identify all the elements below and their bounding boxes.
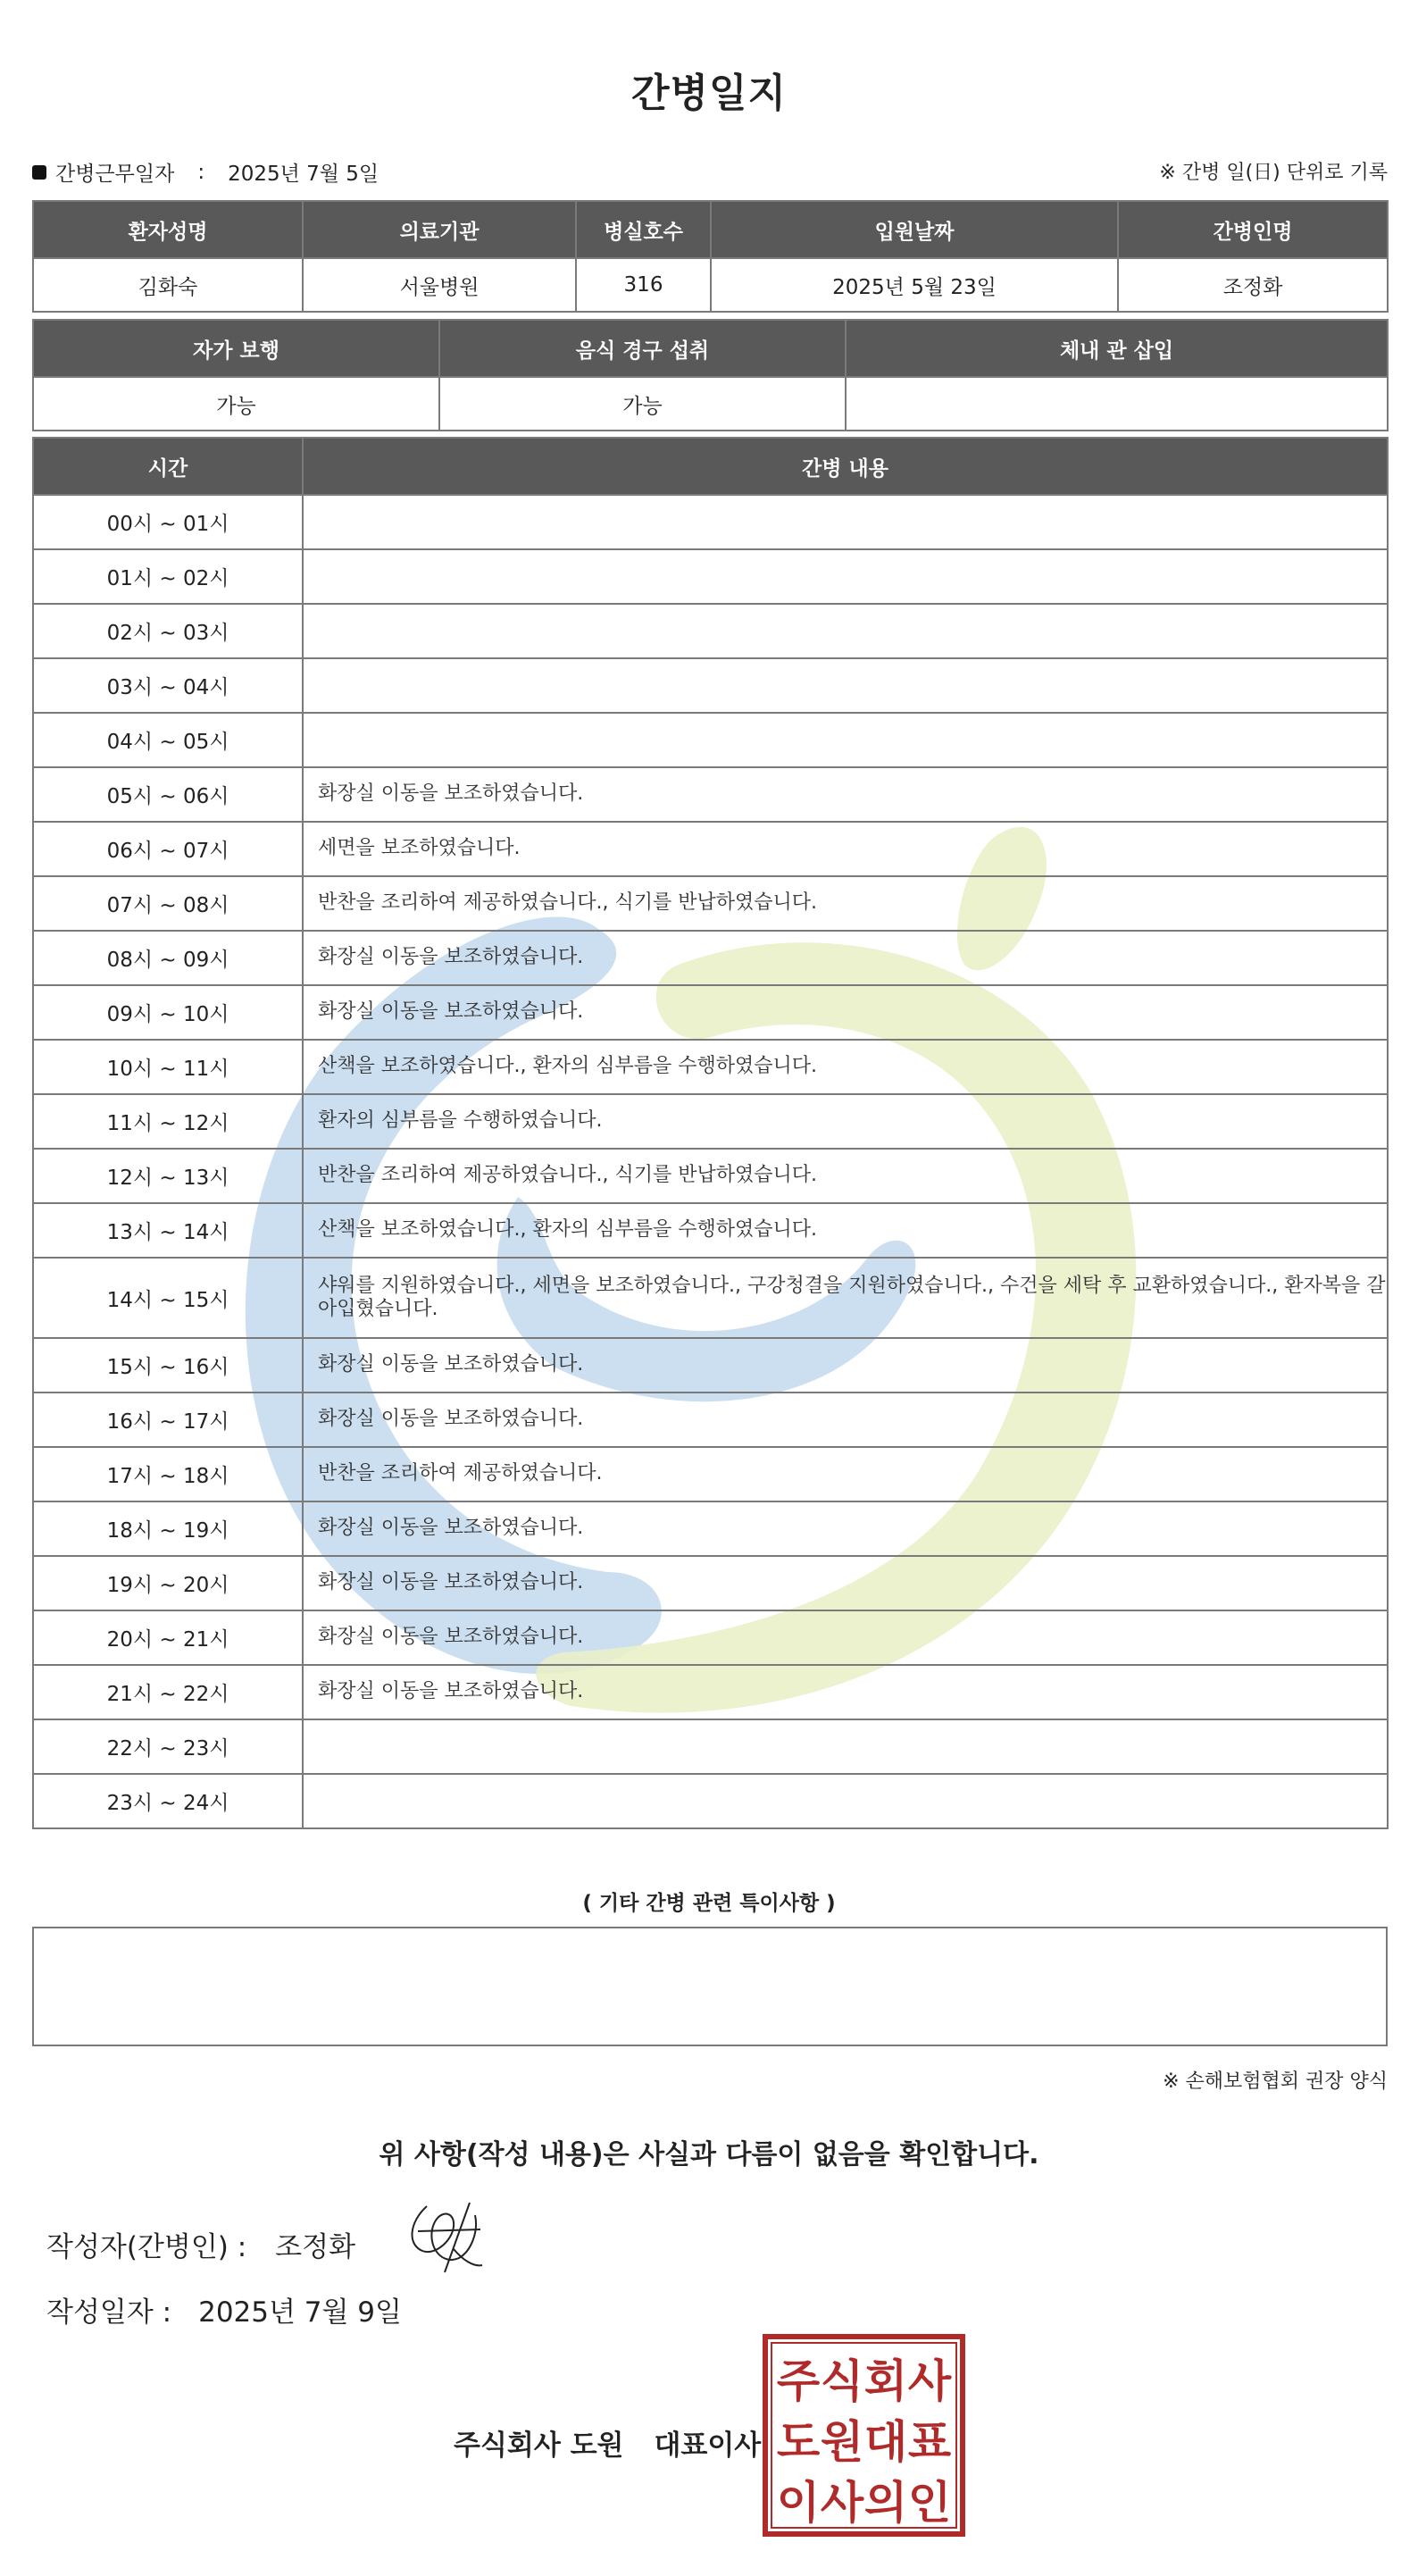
caregiver-header: 간병인명: [1118, 201, 1388, 258]
log-row: [33, 985, 1388, 1040]
confirmation-statement: 위 사항(작성 내용)은 사실과 다름이 없음을 확인합니다.: [379, 2139, 1039, 2170]
patient-name: 김화숙: [33, 258, 303, 312]
log-row: [33, 1258, 1388, 1338]
log-time: 10시 ~ 11시: [33, 1040, 303, 1094]
log-content: 화장실 이동을 보조하였습니다.: [303, 1665, 1388, 1719]
company-seal: [763, 2334, 965, 2537]
log-content: 반찬을 조리하여 제공하였습니다.: [303, 1447, 1388, 1501]
log-row: [33, 1610, 1388, 1665]
log-content: 샤워를 지원하였습니다., 세면을 보조하였습니다., 구강청결을 지원하였습니다., 수건을 세탁 후 교환하였습니다., 환자복을 갈아입혔습니다.: [303, 1258, 1388, 1338]
page-title: 간병일지: [630, 71, 787, 116]
log-row: [33, 1338, 1388, 1393]
log-row: [33, 1501, 1388, 1556]
log-content: 반찬을 조리하여 제공하였습니다., 식기를 반납하였습니다.: [303, 1149, 1388, 1203]
log-row: [33, 1719, 1388, 1774]
log-content: 화장실 이동을 보조하였습니다.: [303, 985, 1388, 1040]
log-time: 13시 ~ 14시: [33, 1203, 303, 1258]
log-content: 화장실 이동을 보조하였습니다.: [303, 1393, 1388, 1447]
log-time: 05시 ~ 06시: [33, 767, 303, 822]
log-content: [303, 1719, 1388, 1774]
written-date-value: 2025년 7월 9일: [198, 2296, 402, 2329]
log-time: 14시 ~ 15시: [33, 1258, 303, 1338]
seal-character: 도: [776, 2416, 821, 2468]
writer-name: 조정화: [275, 2231, 356, 2263]
log-time: 01시 ~ 02시: [33, 549, 303, 604]
log-content: [303, 713, 1388, 767]
company-name: 주식회사 도원: [454, 2430, 624, 2462]
log-time: 04시 ~ 05시: [33, 713, 303, 767]
log-time: 08시 ~ 09시: [33, 931, 303, 985]
room-header: 병실호수: [576, 201, 711, 258]
log-row: [33, 1774, 1388, 1828]
log-time: 07시 ~ 08시: [33, 876, 303, 931]
log-row: [33, 1149, 1388, 1203]
signature: [400, 2195, 489, 2278]
log-time: 09시 ~ 10시: [33, 985, 303, 1040]
log-row: [33, 604, 1388, 658]
oral-intake-value: 가능: [439, 377, 846, 431]
status-header-row: [33, 320, 1388, 377]
log-content: [303, 1774, 1388, 1828]
log-row: [33, 1447, 1388, 1501]
status-value-row: [33, 377, 1388, 431]
unit-note: ※ 간병 일(日) 단위로 기록: [1159, 162, 1388, 184]
walking-header: 자가 보행: [33, 320, 439, 377]
log-time: 00시 ~ 01시: [33, 495, 303, 549]
log-content: [303, 604, 1388, 658]
duty-date-value: 2025년 7월 5일: [228, 163, 380, 186]
log-header-row: [33, 438, 1388, 495]
log-time: 02시 ~ 03시: [33, 604, 303, 658]
tube-insertion-value: [846, 377, 1388, 431]
log-time: 03시 ~ 04시: [33, 658, 303, 713]
form-source-note: ※ 손해보험협회 권장 양식: [1163, 2070, 1388, 2093]
seal-character: 이: [776, 2477, 821, 2529]
seal-character: 의: [863, 2477, 908, 2529]
oral-intake-header: 음식 경구 섭취: [439, 320, 846, 377]
room-number: 316: [576, 258, 711, 312]
log-content: 환자의 심부름을 수행하였습니다.: [303, 1094, 1388, 1149]
log-row: [33, 767, 1388, 822]
log-row: [33, 1665, 1388, 1719]
log-row: [33, 1556, 1388, 1610]
seal-character: 표: [907, 2416, 952, 2468]
log-content: [303, 549, 1388, 604]
log-time: 22시 ~ 23시: [33, 1719, 303, 1774]
written-date-label: 작성일자 :: [46, 2296, 172, 2329]
hospital-name: 서울병원: [303, 258, 576, 312]
log-row: [33, 1040, 1388, 1094]
log-time: 18시 ~ 19시: [33, 1501, 303, 1556]
content-header: 간병 내용: [303, 438, 1388, 495]
tube-insertion-header: 체내 관 삽입: [846, 320, 1388, 377]
log-time: 19시 ~ 20시: [33, 1556, 303, 1610]
patient-header-row: [33, 201, 1388, 258]
log-row: [33, 1203, 1388, 1258]
log-content: [303, 495, 1388, 549]
log-row: [33, 713, 1388, 767]
log-time: 15시 ~ 16시: [33, 1338, 303, 1393]
log-time: 11시 ~ 12시: [33, 1094, 303, 1149]
log-time: 12시 ~ 13시: [33, 1149, 303, 1203]
hospital-header: 의료기관: [303, 201, 576, 258]
log-content: 화장실 이동을 보조하였습니다.: [303, 1610, 1388, 1665]
log-row: [33, 822, 1388, 876]
log-row: [33, 549, 1388, 604]
bullet-icon: [32, 165, 46, 180]
log-time: 23시 ~ 24시: [33, 1774, 303, 1828]
log-content: 세면을 보조하였습니다.: [303, 822, 1388, 876]
log-content: [303, 658, 1388, 713]
time-header: 시간: [33, 438, 303, 495]
log-row: [33, 1393, 1388, 1447]
remarks-box: [32, 1927, 1388, 2046]
log-content: 화장실 이동을 보조하였습니다.: [303, 1338, 1388, 1393]
log-time: 17시 ~ 18시: [33, 1447, 303, 1501]
log-content: 화장실 이동을 보조하였습니다.: [303, 1501, 1388, 1556]
seal-character: 주: [776, 2355, 821, 2407]
log-content: 반찬을 조리하여 제공하였습니다., 식기를 반납하였습니다.: [303, 876, 1388, 931]
log-row: [33, 1094, 1388, 1149]
log-content: 화장실 이동을 보조하였습니다.: [303, 767, 1388, 822]
remarks-title: ( 기타 간병 관련 특이사항 ): [582, 1892, 836, 1915]
log-row: [33, 495, 1388, 549]
log-content: 산책을 보조하였습니다., 환자의 심부름을 수행하였습니다.: [303, 1203, 1388, 1258]
seal-character: 대: [863, 2416, 908, 2468]
seal-character: 인: [907, 2477, 952, 2529]
seal-character: 회: [863, 2355, 908, 2407]
log-row: [33, 876, 1388, 931]
seal-character: 식: [820, 2355, 864, 2407]
ceo-title: 대표이사: [654, 2430, 762, 2462]
log-row: [33, 658, 1388, 713]
patient-value-row: [33, 258, 1388, 312]
patient-name-header: 환자성명: [33, 201, 303, 258]
patient-info-table: [32, 200, 1389, 313]
seal-character: 사: [820, 2477, 864, 2529]
writer-label: 작성자(간병인) :: [46, 2231, 247, 2263]
log-time: 21시 ~ 22시: [33, 1665, 303, 1719]
written-date-line: [46, 2289, 402, 2329]
duty-date-line: [32, 157, 379, 187]
log-content: 화장실 이동을 보조하였습니다.: [303, 931, 1388, 985]
seal-character: 원: [820, 2416, 864, 2468]
admission-date-header: 입원날짜: [711, 201, 1118, 258]
care-log-table: [32, 437, 1389, 1829]
log-row: [33, 931, 1388, 985]
log-content: 산책을 보조하였습니다., 환자의 심부름을 수행하였습니다.: [303, 1040, 1388, 1094]
walking-value: 가능: [33, 377, 439, 431]
log-time: 20시 ~ 21시: [33, 1610, 303, 1665]
caregiver-name: 조정화: [1118, 258, 1388, 312]
log-time: 06시 ~ 07시: [33, 822, 303, 876]
seal-character: 사: [907, 2355, 952, 2407]
patient-status-table: [32, 319, 1389, 431]
log-content: 화장실 이동을 보조하였습니다.: [303, 1556, 1388, 1610]
duty-date-colon: :: [197, 160, 205, 184]
log-time: 16시 ~ 17시: [33, 1393, 303, 1447]
log-body: [33, 495, 1388, 1828]
writer-line: [46, 2224, 355, 2264]
duty-date-label: 간병근무일자: [55, 163, 175, 186]
admission-date: 2025년 5월 23일: [711, 258, 1118, 312]
company-line: [454, 2422, 761, 2463]
